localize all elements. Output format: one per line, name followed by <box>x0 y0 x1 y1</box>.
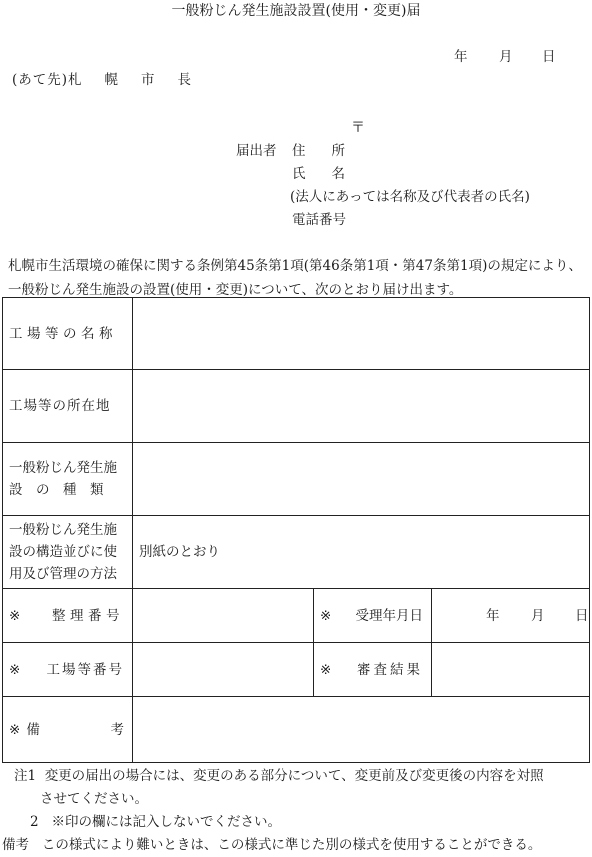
address-label-char: 住 <box>292 143 306 159</box>
note-2 <box>14 811 590 834</box>
name-label <box>292 162 345 182</box>
facility-type-field[interactable] <box>133 443 590 516</box>
ref-number-field[interactable] <box>133 589 314 643</box>
addressee-char: 幌 <box>104 72 120 88</box>
remark-prefix: 備考 <box>2 837 29 853</box>
factory-number-field[interactable] <box>133 643 314 697</box>
note-1-prefix: 注1 <box>14 768 37 784</box>
remark-note <box>2 834 590 857</box>
addressee-prefix: (あて先) <box>12 72 69 88</box>
remarks-label-char: 考 <box>110 721 124 738</box>
applicant-label: 届出者 <box>236 143 277 159</box>
factory-name-field[interactable] <box>133 298 590 370</box>
date-month-label: 月 <box>499 49 513 65</box>
note-1 <box>14 765 590 788</box>
received-year-label: 年 <box>486 607 500 624</box>
notification-form-table <box>2 297 590 763</box>
review-result-field[interactable] <box>432 643 590 697</box>
addressee <box>12 68 192 88</box>
intro-paragraph: 札幌市生活環境の確保に関する条例第45条第1項(第46条第1項・第47条第1項)の規定により、一般粉じん発生施設の設置(使用・変更)について、次のとおり届け出ます。 <box>8 258 582 298</box>
received-day-label: 日 <box>575 607 589 624</box>
facility-type-label-line: 一般粉じん発生施 <box>9 460 117 476</box>
structure-label-line: 用及び管理の方法 <box>9 566 117 582</box>
facility-type-label-line: 設 の 種 類 <box>9 482 104 498</box>
office-use-mark: ※ <box>320 607 332 624</box>
table-row <box>3 298 590 370</box>
name-label-char: 名 <box>331 166 345 182</box>
document-title: 一般粉じん発生施設設置(使用・変更)届 <box>171 3 421 19</box>
address-label <box>292 139 345 159</box>
received-date-field[interactable] <box>432 589 590 643</box>
addressee-char: 札 <box>68 72 83 88</box>
table-row <box>3 697 590 763</box>
remarks-label <box>3 697 133 763</box>
review-result-label: ※ 審査結果 <box>314 643 432 697</box>
table-row <box>3 589 590 643</box>
corporate-note: (法人にあっては名称及び代表者の氏名) <box>290 189 530 205</box>
ref-number-label: ※ 整理番号 <box>3 589 133 643</box>
date-year-label: 年 <box>454 49 468 65</box>
factory-location-field[interactable] <box>133 370 590 443</box>
structure-label <box>3 516 133 589</box>
note-1-text: 変更の届出の場合には、変更のある部分について、変更前及び変更後の内容を対照 <box>44 768 544 784</box>
postal-mark: 〒 <box>351 120 365 136</box>
office-use-mark: ※ <box>9 607 21 624</box>
factory-name-label: 工場等の名称 <box>3 298 133 370</box>
note-2-prefix: 2 <box>30 814 39 830</box>
office-use-mark: ※ <box>9 661 21 678</box>
remarks-field[interactable] <box>133 697 590 763</box>
addressee-char: 市 <box>141 72 156 88</box>
table-row <box>3 370 590 443</box>
phone-label: 電話番号 <box>292 212 346 228</box>
structure-label-line: 一般粉じん発生施 <box>9 522 117 538</box>
remarks-label-char: 備 <box>26 721 40 738</box>
received-date-label: ※ 受理年月日 <box>314 589 432 643</box>
structure-field[interactable] <box>133 516 590 589</box>
structure-value: 別紙のとおり <box>139 544 220 560</box>
factory-location-label: 工場等の所在地 <box>3 370 133 443</box>
addressee-char: 長 <box>177 72 193 88</box>
facility-type-label <box>3 443 133 516</box>
name-label-char: 氏 <box>292 166 306 182</box>
note-1-continued: させてください。 <box>40 791 148 807</box>
table-row <box>3 443 590 516</box>
office-use-mark: ※ <box>9 721 21 738</box>
factory-number-label: ※ 工場等番号 <box>3 643 133 697</box>
notes-section <box>2 765 590 857</box>
remark-text: この様式により難いときは、この様式に準じた別の様式を使用することができる。 <box>41 837 542 853</box>
date-day-label: 日 <box>542 49 556 65</box>
structure-label-line: 設の構造並びに使 <box>9 544 117 560</box>
received-month-label: 月 <box>531 607 545 624</box>
note-2-text: ※印の欄には記入しないでください。 <box>51 814 281 830</box>
table-row <box>3 643 590 697</box>
table-row <box>3 516 590 589</box>
address-label-char: 所 <box>331 143 345 159</box>
office-use-mark: ※ <box>320 661 332 678</box>
